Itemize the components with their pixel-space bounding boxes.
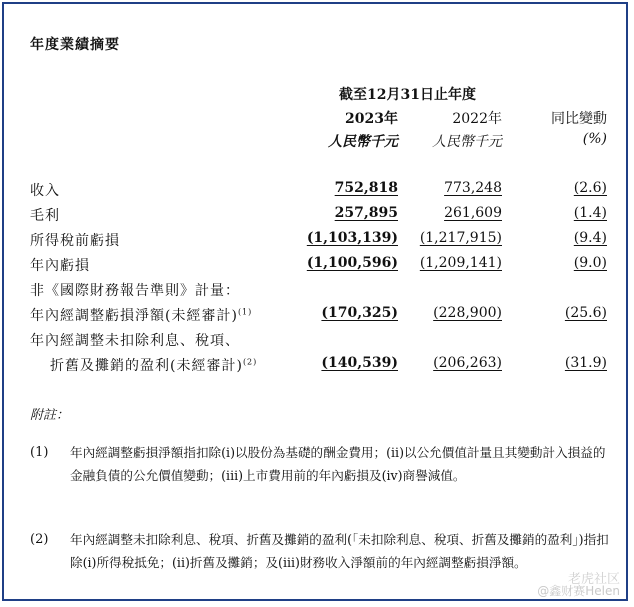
note-text-1: 年內經調整虧損淨額指扣除(i)以股份為基礎的酬金費用；(ii)以公允價值計量且其變動計入損益的金融負債的公允價值變動；(iii)上市費用前的年內虧損及(iv)商譽減值。 bbox=[70, 445, 606, 483]
footnote-mark-2: (2) bbox=[242, 357, 258, 367]
row-label-adjusted-ebitda-line2: 折舊及攤銷的盈利(未經審計)$^{(2)}$ bbox=[50, 357, 258, 374]
col-header-change: 同比變動 bbox=[551, 111, 607, 127]
cell-adjusted-net-loss-2022: (228,900) bbox=[433, 305, 502, 321]
row-label-revenue: 收入 bbox=[30, 183, 60, 199]
row-label-adjusted-net-loss: 年內經調整虧損淨額(未經審計)$^{(1)}$ bbox=[30, 307, 253, 324]
cell-loss-for-year-2023: (1,100,596) bbox=[306, 255, 398, 271]
unit-change: (%) bbox=[582, 131, 607, 147]
cell-gross-profit-2023: 257,895 bbox=[334, 205, 398, 221]
cell-gross-profit-change: (1.4) bbox=[573, 205, 607, 221]
row-label-loss-for-year: 年內虧損 bbox=[30, 258, 90, 274]
section-title: 年度業績摘要 bbox=[30, 37, 120, 53]
row-label-gross-profit: 毛利 bbox=[30, 208, 60, 224]
cell-adjusted-net-loss-change: (25.6) bbox=[564, 305, 607, 321]
cell-revenue-change: (2.6) bbox=[573, 180, 607, 196]
note-number-1: (1) bbox=[30, 445, 49, 460]
cell-revenue-2022: 773,248 bbox=[444, 180, 502, 196]
cell-adjusted-ebitda-2022: (206,263) bbox=[433, 355, 502, 371]
cell-gross-profit-2022: 261,609 bbox=[444, 205, 502, 221]
col-header-2023: 2023年 bbox=[345, 111, 398, 127]
row-label-adjusted-ebitda-line1: 年內經調整未扣除利息、稅項、 bbox=[30, 333, 240, 349]
notes-header: 附註： bbox=[30, 408, 70, 423]
cell-revenue-2023: 752,818 bbox=[334, 180, 398, 196]
cell-loss-before-tax-2022: (1,217,915) bbox=[419, 230, 502, 246]
cell-adjusted-ebitda-2023: (140,539) bbox=[321, 355, 398, 371]
footnote-mark-1: (1) bbox=[237, 307, 253, 317]
cell-loss-before-tax-change: (9.4) bbox=[573, 230, 607, 246]
col-header-2022: 2022年 bbox=[452, 111, 502, 127]
row-label-loss-before-tax: 所得稅前虧損 bbox=[30, 233, 120, 249]
non-ifrs-header: 非《國際財務報告準則》計量： bbox=[30, 283, 240, 299]
note-text-2: 年內經調整未扣除利息、稅項、折舊及攤銷的盈利(「未扣除利息、稅項、折舊及攤銷的盈利」)指扣除(i)所得稅抵免；(ii)折舊及攤銷；及(iii)財務收入淨額前的年內經調整虧損淨額。 bbox=[70, 532, 609, 570]
unit-2022: 人民幣千元 bbox=[432, 134, 502, 150]
cell-adjusted-net-loss-2023: (170,325) bbox=[321, 305, 398, 321]
period-header: 截至12月31日止年度 bbox=[339, 87, 476, 103]
unit-2023: 人民幣千元 bbox=[328, 134, 398, 150]
cell-loss-before-tax-2023: (1,103,139) bbox=[306, 230, 398, 246]
note-number-2: (2) bbox=[30, 532, 49, 547]
cell-loss-for-year-2022: (1,209,141) bbox=[419, 255, 502, 271]
watermark-handle: @鑫财赛Helen bbox=[537, 584, 620, 598]
cell-adjusted-ebitda-change: (31.9) bbox=[564, 355, 607, 371]
watermark-logo: 老虎社区 bbox=[567, 572, 620, 587]
cell-loss-for-year-change: (9.0) bbox=[573, 255, 607, 271]
